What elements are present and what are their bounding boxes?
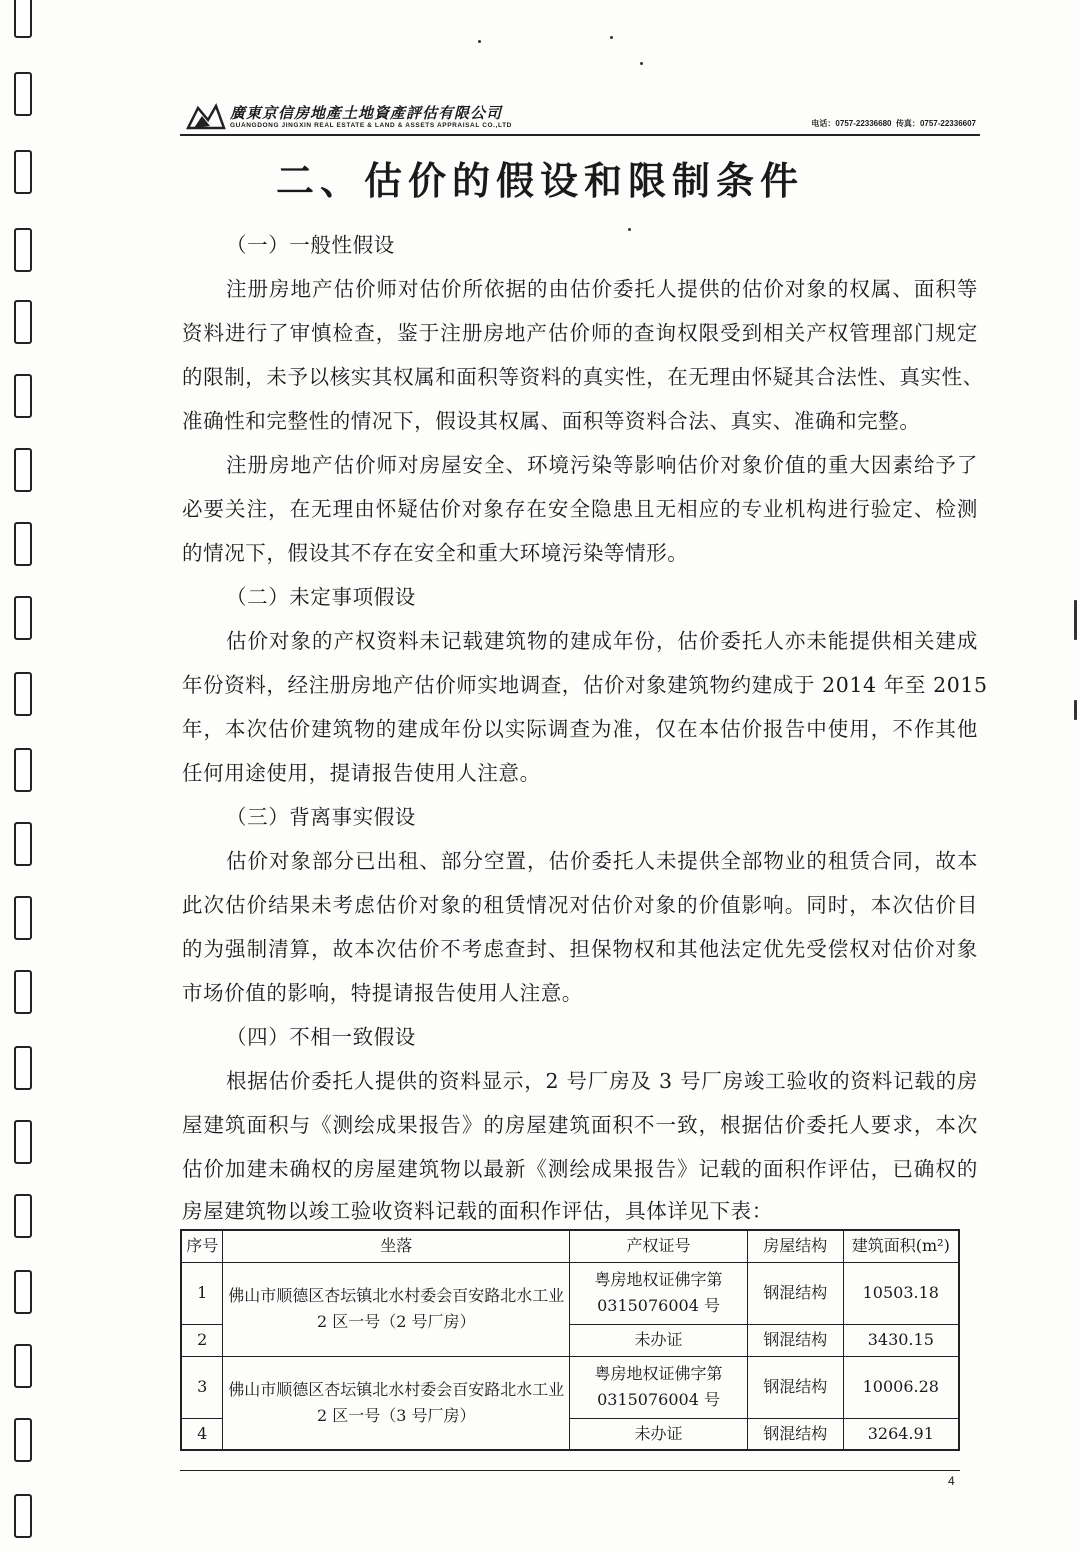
body-line: 屋建筑面积与《测绘成果报告》的房屋建筑面积不一致，根据估价委托人要求，本次	[182, 1113, 978, 1137]
cell-no: 2	[181, 1324, 223, 1356]
section-heading: （二）未定事项假设	[226, 585, 416, 609]
cell-cert: 粤房地权证佛字第 0315076004 号	[570, 1262, 748, 1324]
cell-area: 3430.15	[843, 1324, 959, 1356]
company-name-cn: 廣東京信房地產土地資產評估有限公司	[230, 104, 503, 122]
footer-rule	[180, 1470, 960, 1471]
body-line: 根据估价委托人提供的资料显示，2 号厂房及 3 号厂房竣工验收的资料记载的房	[226, 1069, 978, 1093]
binding-hole	[14, 300, 32, 344]
body-line: 市场价值的影响，特提请报告使用人注意。	[182, 981, 583, 1005]
section-heading: （一）一般性假设	[226, 233, 395, 257]
binding-hole	[14, 1418, 32, 1462]
body-line: 年份资料，经注册房地产估价师实地调查，估价对象建筑物约建成于 2014 年至 2015	[182, 673, 988, 697]
body-line: 此次估价结果未考虑估价对象的租赁情况对估价对象的价值影响。同时，本次估价目	[182, 893, 978, 917]
cell-area: 3264.91	[843, 1418, 959, 1450]
cell-cert: 未办证	[570, 1418, 748, 1450]
body-line: 估价对象部分已出租、部分空置，估价委托人未提供全部物业的租赁合同，故本	[226, 849, 978, 873]
cell-cert: 未办证	[570, 1324, 748, 1356]
body-line: 必要关注，在无理由怀疑估价对象存在安全隐患且无相应的专业机构进行验定、检测	[182, 497, 978, 521]
cell-structure: 钢混结构	[747, 1324, 843, 1356]
binding-hole	[14, 748, 32, 792]
binding-hole	[14, 72, 32, 116]
binding-hole	[14, 1046, 32, 1090]
binding-hole	[14, 970, 32, 1014]
binding-hole	[14, 1120, 32, 1164]
letterhead	[186, 98, 976, 138]
property-table	[180, 1229, 960, 1451]
col-header-no: 序号	[181, 1230, 223, 1262]
scan-speck	[478, 40, 481, 43]
binding-hole	[14, 822, 32, 866]
cell-no: 3	[181, 1356, 223, 1418]
binding-holes	[14, 0, 36, 1552]
cell-location: 佛山市顺德区杏坛镇北水村委会百安路北水工业 2 区一号（2 号厂房）	[223, 1262, 570, 1356]
cell-no: 1	[181, 1262, 223, 1324]
cell-area: 10006.28	[843, 1356, 959, 1418]
cell-cert: 粤房地权证佛字第 0315076004 号	[570, 1356, 748, 1418]
col-header-area: 建筑面积(m²)	[843, 1230, 959, 1262]
section-heading: （四）不相一致假设	[226, 1025, 416, 1049]
cell-location: 佛山市顺德区杏坛镇北水村委会百安路北水工业 2 区一号（3 号厂房）	[223, 1356, 570, 1450]
binding-hole	[14, 1494, 32, 1538]
body-line: 的限制，未予以核实其权属和面积等资料的真实性，在无理由怀疑其合法性、真实性、	[182, 365, 984, 389]
phone-number: 0757-22336680	[835, 119, 892, 128]
binding-hole	[14, 896, 32, 940]
cell-no: 4	[181, 1418, 223, 1450]
col-header-cert: 产权证号	[570, 1230, 748, 1262]
cell-structure: 钢混结构	[747, 1418, 843, 1450]
body-line: 任何用途使用，提请报告使用人注意。	[182, 761, 541, 785]
body-line: 资料进行了审慎检查，鉴于注册房地产估价师的查询权限受到相关产权管理部门规定	[182, 321, 978, 345]
page-number: 4	[948, 1474, 955, 1488]
body-line: 估价加建未确权的房屋建筑物以最新《测绘成果报告》记载的面积作评估，已确权的	[182, 1157, 978, 1181]
table-row	[181, 1262, 959, 1324]
header-rule	[180, 134, 980, 136]
fax-label: 传真：	[895, 119, 920, 128]
binding-hole	[14, 1344, 32, 1388]
company-name-en: GUANGDONG JINGXIN REAL ESTATE & LAND & ASSETS APPRAISAL CO.,LTD	[230, 122, 512, 129]
phone-label: 电话：	[811, 119, 836, 128]
binding-hole	[14, 448, 32, 492]
body-line: 的为强制清算，故本次估价不考虑查封、担保物权和其他法定优先受偿权对估价对象	[182, 937, 978, 961]
body-line: 注册房地产估价师对房屋安全、环境污染等影响估价对象价值的重大因素给予了	[226, 453, 978, 477]
binding-hole	[14, 522, 32, 566]
body-line: 注册房地产估价师对估价所依据的由估价委托人提供的估价对象的权属、面积等	[226, 277, 978, 301]
company-logo-icon	[186, 102, 226, 130]
section-heading: （三）背离事实假设	[226, 805, 416, 829]
fax-number: 0757-22336607	[919, 119, 976, 128]
binding-hole	[14, 228, 32, 272]
table-header-row	[181, 1230, 959, 1262]
table-row	[181, 1356, 959, 1418]
page-title: 二、估价的假设和限制条件	[275, 158, 804, 203]
body-line: 房屋建筑物以竣工验收资料记载的面积作评估，具体详见下表：	[182, 1199, 773, 1223]
col-header-structure: 房屋结构	[747, 1230, 843, 1262]
col-header-location: 坐落	[223, 1230, 570, 1262]
cell-area: 10503.18	[843, 1262, 959, 1324]
scan-speck	[1074, 600, 1077, 640]
scan-speck	[640, 62, 643, 65]
cell-structure: 钢混结构	[747, 1262, 843, 1324]
binding-hole	[14, 1270, 32, 1314]
body-line: 年，本次估价建筑物的建成年份以实际调查为准，仅在本估价报告中使用，不作其他	[182, 717, 978, 741]
binding-hole	[14, 0, 32, 38]
binding-hole	[14, 1194, 32, 1238]
body-line: 的情况下，假设其不存在安全和重大环境污染等情形。	[182, 541, 689, 565]
scan-speck	[610, 36, 613, 39]
cell-structure: 钢混结构	[747, 1356, 843, 1418]
body-line: 准确性和完整性的情况下，假设其权属、面积等资料合法、真实、准确和完整。	[182, 409, 921, 433]
scan-speck	[1074, 700, 1077, 720]
body-line: 估价对象的产权资料未记载建筑物的建成年份，估价委托人亦未能提供相关建成	[226, 629, 978, 653]
binding-hole	[14, 672, 32, 716]
binding-hole	[14, 374, 32, 418]
binding-hole	[14, 596, 32, 640]
contact-info	[811, 118, 976, 129]
